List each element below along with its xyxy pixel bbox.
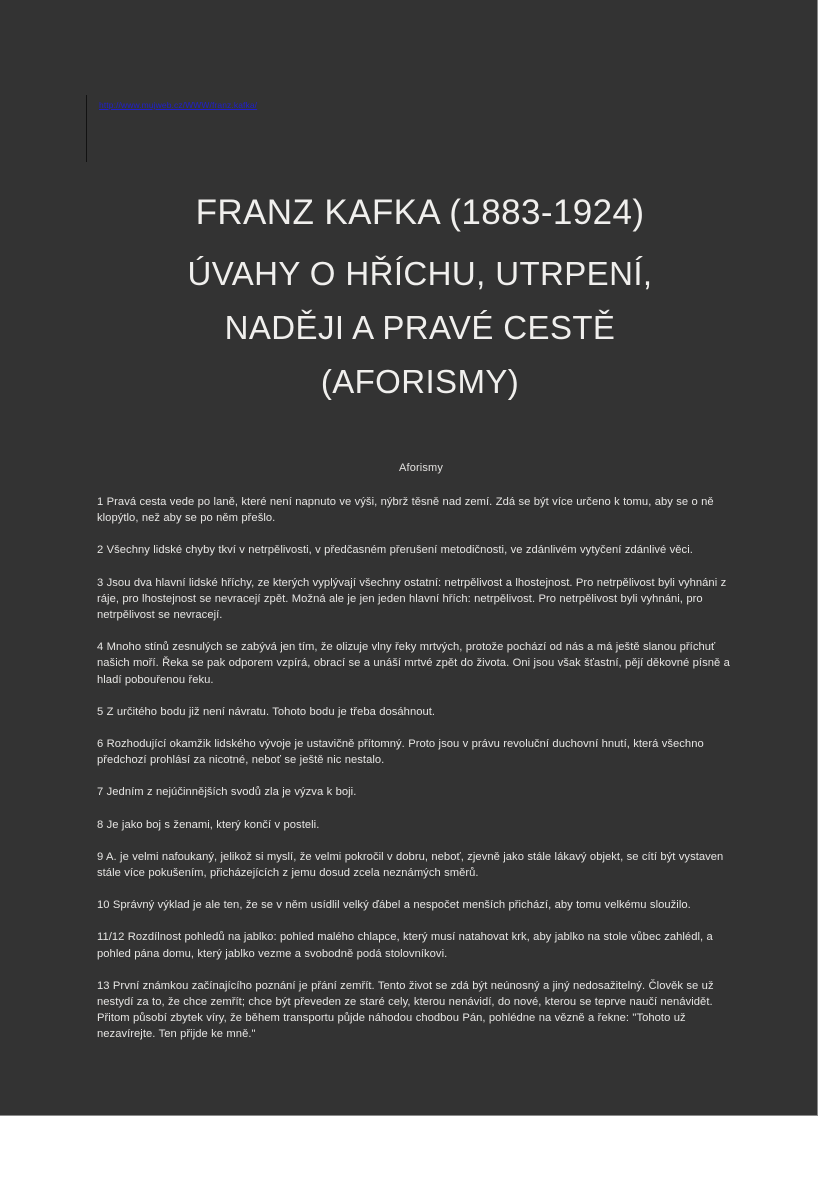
title-line-1: FRANZ KAFKA (1883-1924) [195, 193, 645, 232]
source-url-blockquote [86, 95, 257, 162]
aphorism-paragraph: 5 Z určitého bodu již není návratu. Tohoto bodu je třeba dosáhnout. [97, 705, 436, 718]
source-url-link[interactable]: http://www.mujweb.cz/WWW/franz.kafka/ [99, 100, 258, 110]
title-line-4: (AFORISMY) [320, 363, 520, 400]
aphorisms-content [97, 460, 745, 1043]
aphorism-paragraph: 6 Rozhodující okamžik lidského vývoje je ustavičně přítomný. Proto jsou v právu revoluční duchovní hnutí, která všechno předchozí prohlásí za nicotné, neboť se ještě nic nestalo. [97, 738, 704, 767]
aphorism-paragraph: 4 Mnoho stínů zesnulých se zabývá jen tím, že olizuje vlny řeky mrtvých, protože pochází od nás a má ještě slanou příchuť našich moří. Řeka se pak odporem vzpírá, obrací se a unáší mrtvé zpět do života. Oni jsou však šťastní, pějí děkovné písně a hladí pobouřenou řeku. [97, 641, 730, 686]
aphorism-paragraph: 1 Pravá cesta vede po laně, které není napnuto ve výši, nýbrž těsně nad zemí. Zdá se být více určeno k tomu, aby se o ně klopýtlo, než aby se po něm přešlo. [97, 496, 714, 525]
aphorism-paragraph: 8 Je jako boj s ženami, který končí v posteli. [97, 818, 320, 831]
aphorism-paragraph: 7 Jedním z nejúčinnějších svodů zla je výzva k boji. [97, 786, 357, 799]
aphorism-paragraph: 2 Všechny lidské chyby tkví v netrpělivosti, v předčasném přerušení metodičnosti, ve zdánlivém vytyčení zdánlivé věci. [97, 544, 693, 557]
aphorism-paragraph: 3 Jsou dva hlavní lidské hříchy, ze kterých vyplývají všechny ostatní: netrpělivost a lhostejnost. Pro netrpělivost byli vyhnáni z ráje, pro lhostejnost se nevracejí zpět. Možná ale je jen jeden hlavní hřích: netrpělivost. Pro netrpělivost byli vyhnáni, pro netrpělivost se nevracejí. [97, 576, 727, 622]
title-line-2: ÚVAHY O HŘÍCHU, UTRPENÍ, [187, 255, 653, 292]
section-heading: Aforismy [399, 462, 443, 474]
aphorism-list [97, 494, 745, 1043]
aphorism-paragraph: 9 A. je velmi nafoukaný, jelikož si myslí, že velmi pokročil v dobru, neboť, zjevně jako stále lákavý objekt, se cítí být vystaven stále více pokušením, přicházejících z jemu dosud zcela neznámých směrů. [97, 850, 724, 880]
aphorism-paragraph: 10 Správný výklad je ale ten, že se v něm usídlil velký ďábel a nespočet menších přichází, aby tomu velkému sloužilo. [97, 899, 691, 912]
aphorism-paragraph: 11/12 Rozdílnost pohledů na jablko: pohled malého chlapce, který musí natahovat krk, aby jablko na stole vůbec zahlédl, a pohled pána domu, který jablko vezme a svobodně podá stolovníkovi. [97, 931, 713, 960]
page-title [50, 185, 790, 409]
aphorism-paragraph: 13 První známkou začínajícího poznání je přání zemřít. Tento život se zdá být neúnosný a jiný nedosažitelný. Člověk se už nestydí za to, že chce zemřít; chce být převeden ze staré cely, kterou nenávidí, do nové, kterou se teprve naučí nenávidět. Přitom působí zbytek víry, že během transportu půjde náhodou chodbou Pán, pohlédne na vězně a řekne: "Tohoto už nezavírejte. Ten přijde ke mně." [97, 979, 714, 1041]
title-line-3: NADĚJI A PRAVÉ CESTĚ [224, 309, 616, 346]
